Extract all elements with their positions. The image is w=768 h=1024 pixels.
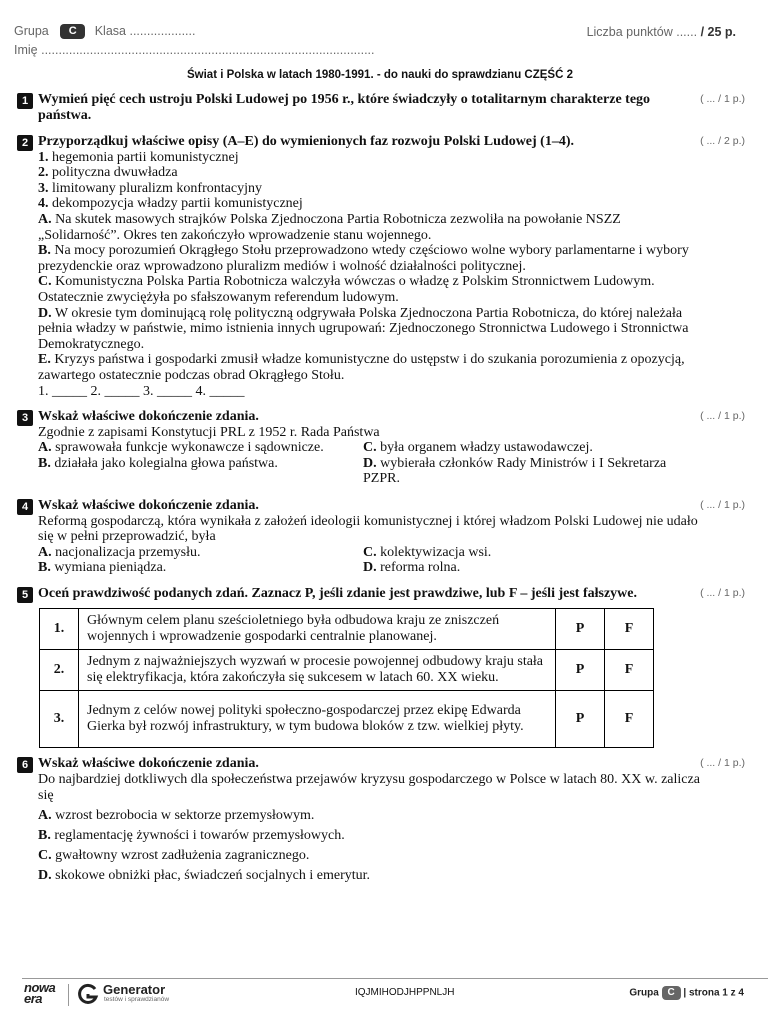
group-badge: C — [60, 24, 85, 39]
task-number: 1 — [17, 93, 33, 109]
row-number: 3. — [40, 690, 79, 747]
task-2 — [17, 134, 745, 399]
statement-text: Głównym celem planu sześcioletniego była odbudowa kraju ze zniszczeń wojennych i wprowadzenie gospodarki centralnie planowanej. — [79, 608, 556, 649]
logo-separator — [68, 984, 69, 1006]
task-question: Wskaż właściwe dokończenie zdania. — [38, 498, 259, 513]
name-label: Imię — [14, 43, 38, 57]
true-option[interactable]: P — [556, 690, 605, 747]
task-stem: Zgodnie z zapisami Konstytucji PRL z 1952 r. Rada Państwa — [38, 424, 380, 440]
task-number: 6 — [17, 757, 33, 773]
row-number: 1. — [40, 608, 79, 649]
statement-text: Jednym z celów nowej polityki społeczno-gospodarczej przez ekipę Edwarda Gierka był rozwój infrastruktury, w tym budowa bloków z tzw. wielkiej płyty. — [79, 690, 556, 747]
answer-option[interactable]: C. była organem władzy ustawodawczej. — [363, 440, 593, 456]
answer-option[interactable]: B. wymiana pieniądza. — [38, 560, 167, 576]
footer-group-label: Grupa — [629, 987, 659, 999]
task-question: Wskaż właściwe dokończenie zdania. — [38, 409, 259, 424]
description-item: C. Komunistyczna Polska Partia Robotnicza walczyła wówczas o władzę z Polskim Stronnictwem Ludowym. Ostatecznie zwyciężyła po sfałszowanym referendum ludowym. — [38, 274, 655, 305]
answer-option[interactable]: D. wybierała członków Rady Ministrów i I Sekretarza PZPR. — [363, 455, 667, 487]
description-item: D. W okresie tym dominującą rolę polityczną odgrywała Polska Zjednoczona Partia Robotnicza, do której należała pełnia władzy w państwie, mimo istnienia innych ugrupowań: Zjednoczonego Stronnictwa Ludowego i Stronnictwa Demokratycznego. — [38, 305, 689, 352]
task-question: Przyporządkuj właściwe opisy (A–E) do wymienionych faz rozwoju Polski Ludowej (1–4). — [38, 134, 575, 149]
table-row — [40, 608, 654, 649]
true-option[interactable]: P — [556, 608, 605, 649]
phase-item: 2. polityczna dwuwładza — [38, 165, 178, 181]
task-question: Oceń prawdziwość podanych zdań. Zaznacz P, jeśli zdanie jest prawdziwe, lub F – jeśli jest fałszywe. — [38, 586, 637, 601]
description-item: E. Kryzys państwa i gospodarki zmusił władze komunistyczne do ustępstw i do szukania porozumienia z opozycją, zawartego ostatecznie podczas obrad Okrągłego Stołu. — [38, 352, 685, 383]
phase-item: 4. dekompozycja władzy partii komunistycznej — [38, 196, 303, 212]
row-number: 2. — [40, 649, 79, 690]
task-5 — [17, 586, 745, 748]
phase-item: 3. limitowany pluralizm konfrontacyjny — [38, 180, 262, 196]
task-number: 5 — [17, 587, 33, 603]
answer-option[interactable]: A. nacjonalizacja przemysłu. — [38, 544, 201, 560]
generator-title: Generator — [103, 982, 166, 997]
group-label: Grupa — [14, 24, 49, 38]
false-option[interactable]: F — [605, 690, 654, 747]
description-item: B. Na mocy porozumień Okrągłego Stołu przeprowadzono wtedy częściowo wolne wybory parlamentarne i wybory prezydenckie oraz wprowadzono pluralizm mediów i wolność działalności politycznej. — [38, 243, 689, 274]
class-label: Klasa — [94, 24, 126, 38]
task-points: ( ... / 1 p.) — [700, 499, 745, 511]
phase-item: 1. hegemonia partii komunistycznej — [38, 149, 239, 165]
footer-divider — [22, 978, 768, 979]
generator-subtitle: testów i sprawdzianów — [104, 996, 170, 1003]
answer-option[interactable]: D. reforma rolna. — [363, 560, 461, 576]
page-info — [629, 986, 744, 1000]
answer-option[interactable]: D. skokowe obniżki płac, świadczeń socjalnych i emerytur. — [38, 868, 371, 883]
task-question: Wymień pięć cech ustroju Polski Ludowej po 1956 r., które świadczyły o totalitarnym charakterze tego państwa. — [38, 92, 651, 123]
document-code: IQJMIHODJHPPNLJH — [355, 987, 455, 998]
false-option[interactable]: F — [605, 649, 654, 690]
group-line — [14, 24, 195, 39]
description-item: A. Na skutek masowych strajków Polska Zjednoczona Partia Robotnicza zezwoliła na powołanie NSZZ „Solidarność”. Okres ten zakończyło wprowadzenie stanu wojennego. — [38, 211, 621, 243]
statement-text: Jednym z najważniejszych wyzwań w procesie powojennej odbudowy kraju stała się elektryfikacja, która zakończyła się sukcesem w latach 60. XX wieku. — [79, 649, 556, 690]
answer-option[interactable]: B. reglamentację żywności i towarów przemysłowych. — [38, 828, 345, 843]
points-total — [587, 25, 736, 39]
task-points: ( ... / 2 p.) — [700, 135, 745, 147]
answer-option[interactable]: A. wzrost bezrobocia w sektorze przemysłowym. — [38, 808, 315, 823]
false-option[interactable]: F — [605, 608, 654, 649]
task-points: ( ... / 1 p.) — [700, 757, 745, 769]
name-line — [14, 43, 375, 57]
answer-line[interactable]: 1. _____ 2. _____ 3. _____ 4. _____ — [38, 383, 245, 399]
task-1 — [17, 92, 745, 123]
answer-option[interactable]: C. gwałtowny wzrost zadłużenia zagranicznego. — [38, 848, 310, 863]
true-false-table — [39, 608, 654, 748]
logo-text-era: era — [24, 991, 43, 1006]
generator-logo — [77, 983, 99, 1010]
table-row — [40, 649, 654, 690]
table-row — [40, 690, 654, 747]
task-3 — [17, 409, 745, 487]
task-stem: Do najbardziej dotkliwych dla społeczeństwa przejawów kryzysu gospodarczego w Polsce w latach 80. XX w. zalicza się — [38, 772, 700, 803]
task-number: 3 — [17, 410, 33, 426]
name-field[interactable]: ................................................................................................ — [41, 43, 375, 57]
page-title: Świat i Polska w latach 1980-1991. - do nauki do sprawdzianu CZĘŚĆ 2 — [186, 69, 573, 81]
task-points: ( ... / 1 p.) — [700, 587, 745, 599]
nowa-era-logo — [24, 982, 64, 1008]
task-4 — [17, 498, 745, 576]
answer-option[interactable]: B. działała jako kolegialna głowa państwa. — [38, 455, 278, 471]
task-points: ( ... / 1 p.) — [700, 93, 745, 105]
task-points: ( ... / 1 p.) — [700, 410, 745, 422]
points-field[interactable]: ...... — [676, 25, 698, 39]
footer-group-badge: C — [662, 986, 681, 1000]
answer-option[interactable]: A. sprawowała funkcje wykonawcze i sądownicze. — [38, 440, 324, 456]
task-stem: Reformą gospodarczą, która wynikała z założeń ideologii komunistycznej i której władzom Polski Ludowej nie udało się w pełni przeprowadzić, była — [38, 513, 698, 545]
points-max: / 25 p. — [700, 25, 736, 39]
task-number: 2 — [17, 135, 33, 151]
true-option[interactable]: P — [556, 649, 605, 690]
task-question: Wskaż właściwe dokończenie zdania. — [38, 756, 259, 771]
page-number: | strona 1 z 4 — [683, 987, 744, 999]
task-number: 4 — [17, 499, 33, 515]
points-label: Liczba punktów — [586, 25, 673, 39]
task-6 — [17, 756, 745, 884]
class-field[interactable]: ................... — [129, 24, 196, 38]
answer-option[interactable]: C. kolektywizacja wsi. — [363, 544, 492, 560]
logo-text-nowa: nowa — [24, 980, 56, 995]
generator-g-icon — [77, 983, 99, 1005]
